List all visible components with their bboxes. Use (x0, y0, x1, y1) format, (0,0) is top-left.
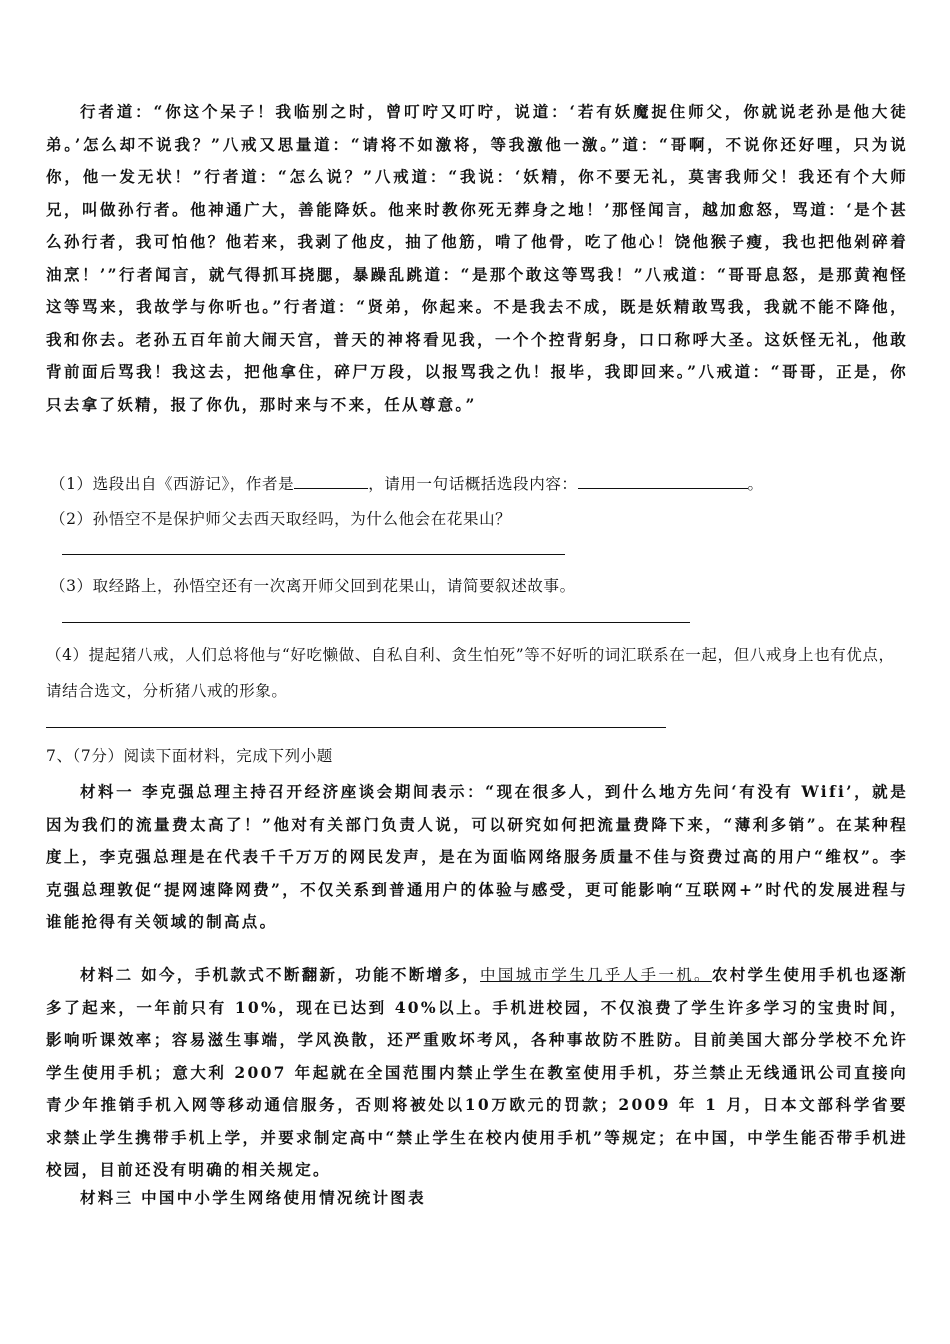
question-2: （2）孙悟空不是保护师父去西天取经吗，为什么他会在花果山？ (50, 510, 512, 528)
material-2 (46, 959, 908, 1187)
question-4: （4）提起猪八戒，人们总将他与“好吃懒做、自私自利、贪生怕死”等不好听的词汇联系在一起，但八戒身上也有优点，请结合选文，分析猪八戒的形象。 (46, 646, 895, 700)
question-2-answer-line[interactable] (62, 554, 565, 555)
author-blank[interactable] (294, 474, 368, 489)
question-1-prompt-a: （1）选段出自《西游记》，作者是 (50, 475, 295, 493)
material-2-part-a: 材料二 如今，手机款式不断翻新，功能不断增多， (80, 965, 481, 984)
question-3: （3）取经路上，孙悟空还有一次离开师父回到花果山，请简要叙述故事。 (50, 577, 576, 595)
summary-blank[interactable] (578, 474, 748, 489)
material-2-part-b: 农村学生使用手机也逐渐多了起来，一年前只有 10%，现在已达到 40%以上。手机进校园，不仅浪费了学生许多学习的宝贵时间，影响听课效率；容易滋生事端，学风涣散，还严重败坏考风，各种事故防不胜防。目前美国大部分学校不允许学生使用手机；意大利 2007 年起就在全国范围内禁止学生在教室使用手机，芬兰禁止无线通讯公司直接向青少年推销手机入网等移动通信服务，否则将被处以10万欧元的罚款；2009 年 1 月，日本文部科学省要求禁止学生携带手机上学，并要求制定高中“禁止学生在校内使用手机”等规定；在中国，中学生能否带手机进校园，目前还没有明确的相关规定。 (46, 965, 908, 1179)
question-3-answer-line[interactable] (62, 622, 690, 623)
question-1-prompt-b: ，请用一句话概括选段内容： (368, 475, 578, 493)
material-2-underlined: 中国城市学生几乎人手一机。 (480, 966, 712, 984)
question-4-answer-line[interactable] (46, 727, 666, 728)
section-7-heading: 7、（7分）阅读下面材料，完成下列小题 (46, 747, 333, 765)
material-3: 材料三 中国中小学生网络使用情况统计图表 (80, 1188, 426, 1207)
material-1: 材料一 李克强总理主持召开经济座谈会期间表示：“现在很多人，到什么地方先问‘有没有 Wifi’，就是因为我们的流量费太高了！”他对有关部门负责人说，可以研究如何把流量费降下来，“薄利多销”。在某种程度上，李克强总理是在代表千千万万的网民发声，是在为面临网络服务质量不佳与资费过高的用户“维权”。李克强总理敦促“提网速降网费”，不仅关系到普通用户的体验与感受，更可能影响“互联网+”时代的发展进程与谁能抢得有关领域的制高点。 (46, 782, 908, 931)
reading-passage: 行者道：“你这个呆子！我临别之时，曾叮咛又叮咛，说道：‘若有妖魔捉住师父，你就说老孙是他大徒弟。’怎么却不说我？”八戒又思量道：“请将不如激将，等我激他一激。”道：“哥啊，不说你还好哩，只为说你，他一发无状！”行者道：“怎么说？”八戒道：“我说：‘妖精，你不要无礼，莫害我师父！我还有个大师兄，叫做孙行者。他神通广大，善能降妖。他来时教你死无葬身之地！’那怪闻言，越加愈怒，骂道：‘是个甚么孙行者，我可怕他？他若来，我剥了他皮，抽了他筋，啃了他骨，吃了他心！饶他猴子瘦，我也把他剁碎着油烹！’”行者闻言，就气得抓耳挠腮，暴躁乱跳道：“是那个敢这等骂我！”八戒道：“哥哥息怒，是那黄袍怪这等骂来，我故学与你听也。”行者道：“贤弟，你起来。不是我去不成，既是妖精敢骂我，我就不能不降他，我和你去。老孙五百年前大闹天宫，普天的神将看见我，一个个控背躬身，口口称呼大圣。这妖怪无礼，他敢背前面后骂我！我这去，把他拿住，碎尸万段，以报骂我之仇！报毕，我即回来。”八戒道：“哥哥，正是，你只去拿了妖精，报了你仇，那时来与不来，任从尊意。” (46, 102, 908, 414)
question-1-prompt-c: 。 (747, 475, 764, 493)
question-1 (50, 472, 764, 494)
